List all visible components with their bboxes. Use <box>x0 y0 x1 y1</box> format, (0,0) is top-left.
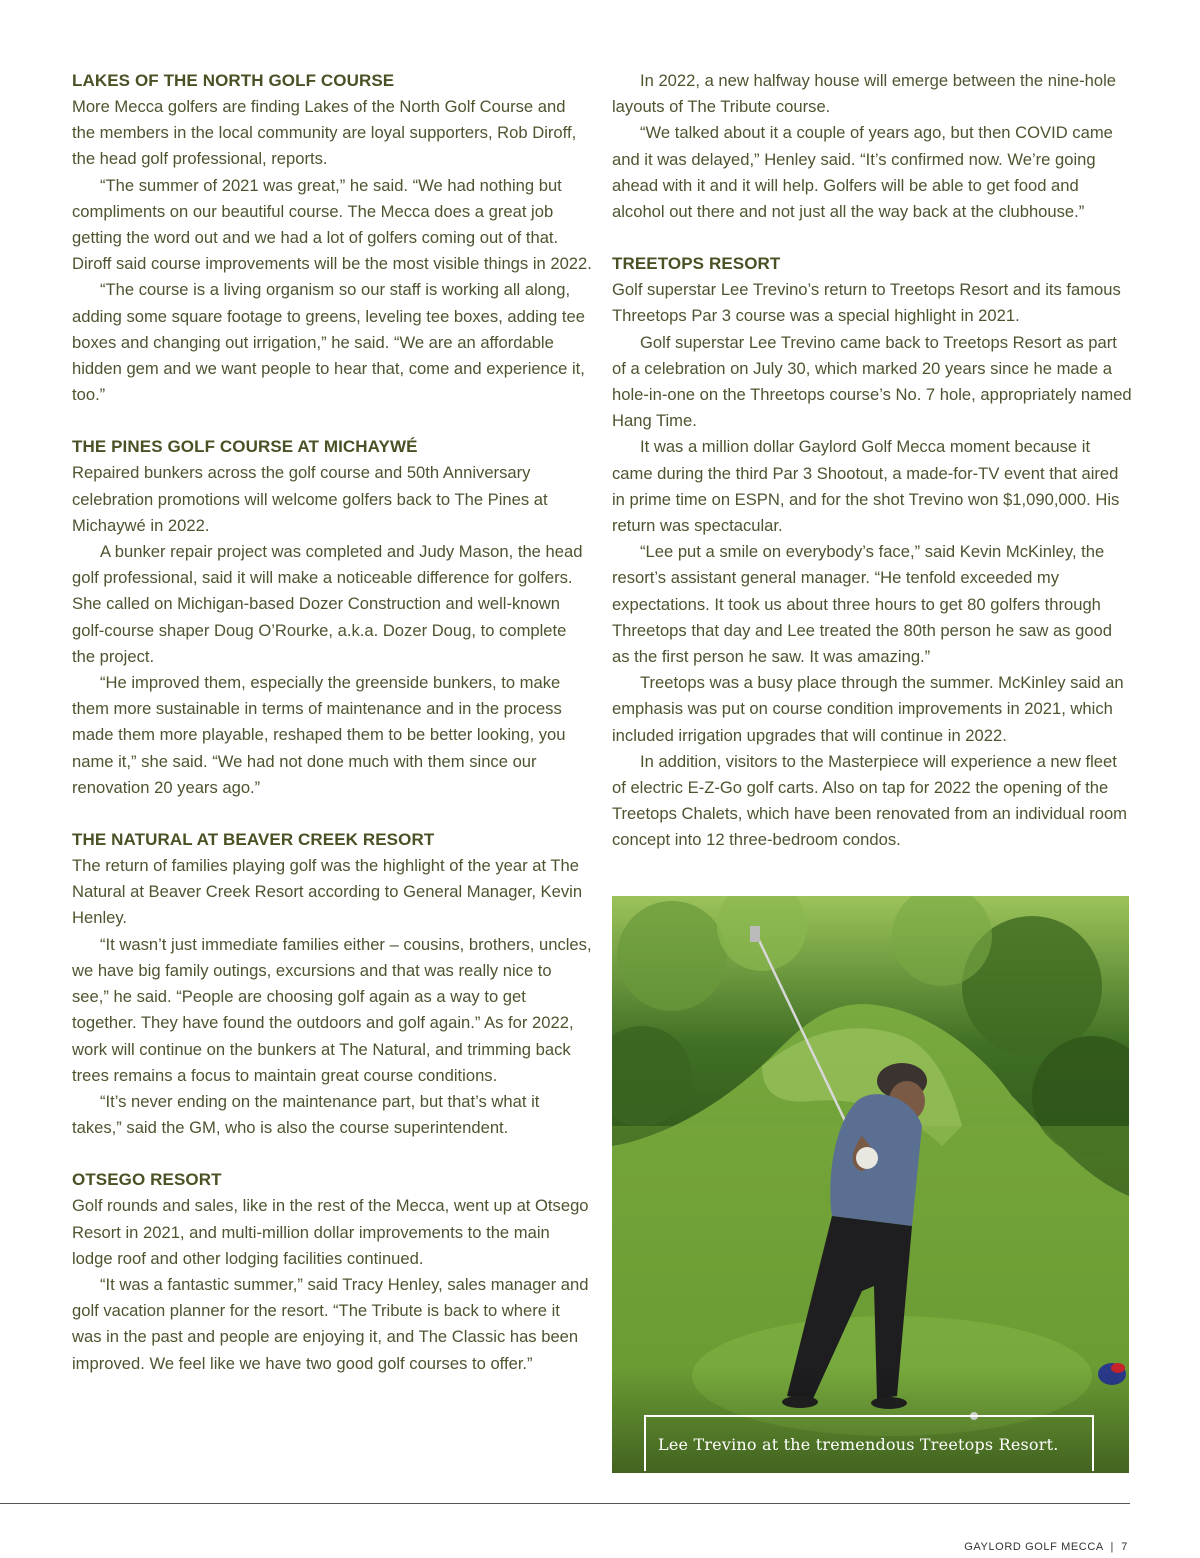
right-column <box>612 68 1132 880</box>
footer-divider <box>0 1503 1130 1504</box>
paragraph: Treetops was a busy place through the summer. McKinley said an emphasis was put on course condition improvements in 2021, which included irrigation upgrades that will continue in 2022. <box>612 673 1124 745</box>
paragraph: “The summer of 2021 was great,” he said. “We had nothing but compliments on our beautiful course. The Mecca does a great job getting the word out and we had a lot of golfers coming out of that. Diroff said course improvements will be the most visible things in 2022. <box>72 175 592 274</box>
page-footer: GAYLORD GOLF MECCA | 7 <box>964 1541 1128 1553</box>
paragraph: “Lee put a smile on everybody’s face,” said Kevin McKinley, the resort’s assistant general manager. “He tenfold exceeded my expectations. It took us about three hours to get 80 golfers through Threetops that day and Lee treated the 80th person he saw as good as the first person he saw. It was amazing.” <box>612 542 1113 667</box>
photo-caption: Lee Trevino at the tremendous Treetops Resort. <box>644 1415 1094 1471</box>
paragraph: “It was a fantastic summer,” said Tracy Henley, sales manager and golf vacation planner for the resort. “The Tribute is back to where it was in the past and people are enjoying it, and The Classic has been improved. We feel like we have two good golf courses to offer.” <box>72 1274 589 1373</box>
section-heading: TREETOPS RESORT <box>612 254 781 274</box>
paragraph: Golf superstar Lee Trevino came back to Treetops Resort as part of a celebration on July 30, which marked 20 years since he made a hole-in-one on the Threetops course’s No. 7 hole, appropriately named Hang Time. <box>612 332 1132 431</box>
section-heading: LAKES OF THE NORTH GOLF COURSE <box>72 71 395 90</box>
paragraph: “He improved them, especially the greenside bunkers, to make them more sustainable in terms of maintenance and in the process made them more playable, reshaped them to be better looking, you name it,” she said. “We had not done much with them since our renovation 20 years ago.” <box>72 673 566 797</box>
paragraph: “It wasn’t just immediate families either – cousins, brothers, uncles, we have big family outings, excursions and that was really nice to see,” he said. “People are choosing golf again as a way to get together. They have found the outdoors and golf again.” As for 2022, work will continue on the bunkers at The Natural, and trimming back trees remains a focus to maintain great course conditions. <box>72 934 592 1085</box>
section-the-pines <box>72 434 592 801</box>
section-lakes-of-the-north <box>72 68 592 408</box>
paragraph: A bunker repair project was completed and Judy Mason, the head golf professional, said it will make a noticeable difference for golfers. She called on Michigan-based Dozer Construction and well-known golf-course shaper Doug O’Rourke, a.k.a. Dozer Doug, to complete the project. <box>72 542 583 666</box>
golfer-photo <box>612 896 1129 1473</box>
paragraph: “It’s never ending on the maintenance part, but that’s what it takes,” said the GM, who is also the course superintendent. <box>72 1091 540 1138</box>
paragraph: Golf superstar Lee Trevino’s return to Treetops Resort and its famous Threetops Par 3 course was a special highlight in 2021. <box>612 280 1121 326</box>
paragraph: In 2022, a new halfway house will emerge between the nine-hole layouts of The Tribute course. <box>612 71 1116 117</box>
paragraph: In addition, visitors to the Masterpiece will experience a new fleet of electric E-Z-Go golf carts. Also on tap for 2022 the opening of the Treetops Chalets, which have been renovated from an individual room concept into 12 three-bedroom condos. <box>612 751 1127 850</box>
paragraph: “The course is a living organism so our staff is working all along, adding some square footage to greens, leveling tee boxes, adding tee boxes and changing out irrigation,” he said. “We are an affordable hidden gem and we want people to hear that, come and experience it, too.” <box>72 280 585 405</box>
section-otsego-continued <box>612 68 1132 225</box>
section-heading: THE PINES GOLF COURSE AT MICHAYWÉ <box>72 437 418 457</box>
paragraph: Repaired bunkers across the golf course and 50th Anniversary celebration promotions will welcome golfers back to The Pines at Michaywé in 2022. <box>72 463 548 535</box>
golfer-illustration <box>612 896 1129 1473</box>
paragraph: Golf rounds and sales, like in the rest of the Mecca, went up at Otsego Resort in 2021, and multi-million dollar improvements to the main lodge roof and other lodging facilities continued. <box>72 1196 589 1268</box>
section-heading: THE NATURAL AT BEAVER CREEK RESORT <box>72 830 435 850</box>
section-the-natural <box>72 827 592 1141</box>
paragraph: More Mecca golfers are finding Lakes of the North Golf Course and the members in the local community are loyal supporters, Rob Diroff, the head golf professional, reports. <box>72 97 577 169</box>
section-otsego-resort <box>72 1167 592 1376</box>
paragraph: The return of families playing golf was the highlight of the year at The Natural at Beaver Creek Resort according to General Manager, Kevin Henley. <box>72 856 583 928</box>
section-treetops-resort <box>612 251 1132 853</box>
paragraph: It was a million dollar Gaylord Golf Mecca moment because it came during the third Par 3 Shootout, a made-for-TV event that aired in prime time on ESPN, and for the shot Trevino won $1,090,000. His return was spectacular. <box>612 437 1120 536</box>
section-heading: OTSEGO RESORT <box>72 1170 222 1190</box>
paragraph: “We talked about it a couple of years ago, but then COVID came and it was delayed,” Henley said. “It’s confirmed now. We’re going ahead with it and it will help. Golfers will be able to get food and alcohol out there and not just all the way back at the clubhouse.” <box>612 123 1113 222</box>
left-column <box>72 68 592 1403</box>
